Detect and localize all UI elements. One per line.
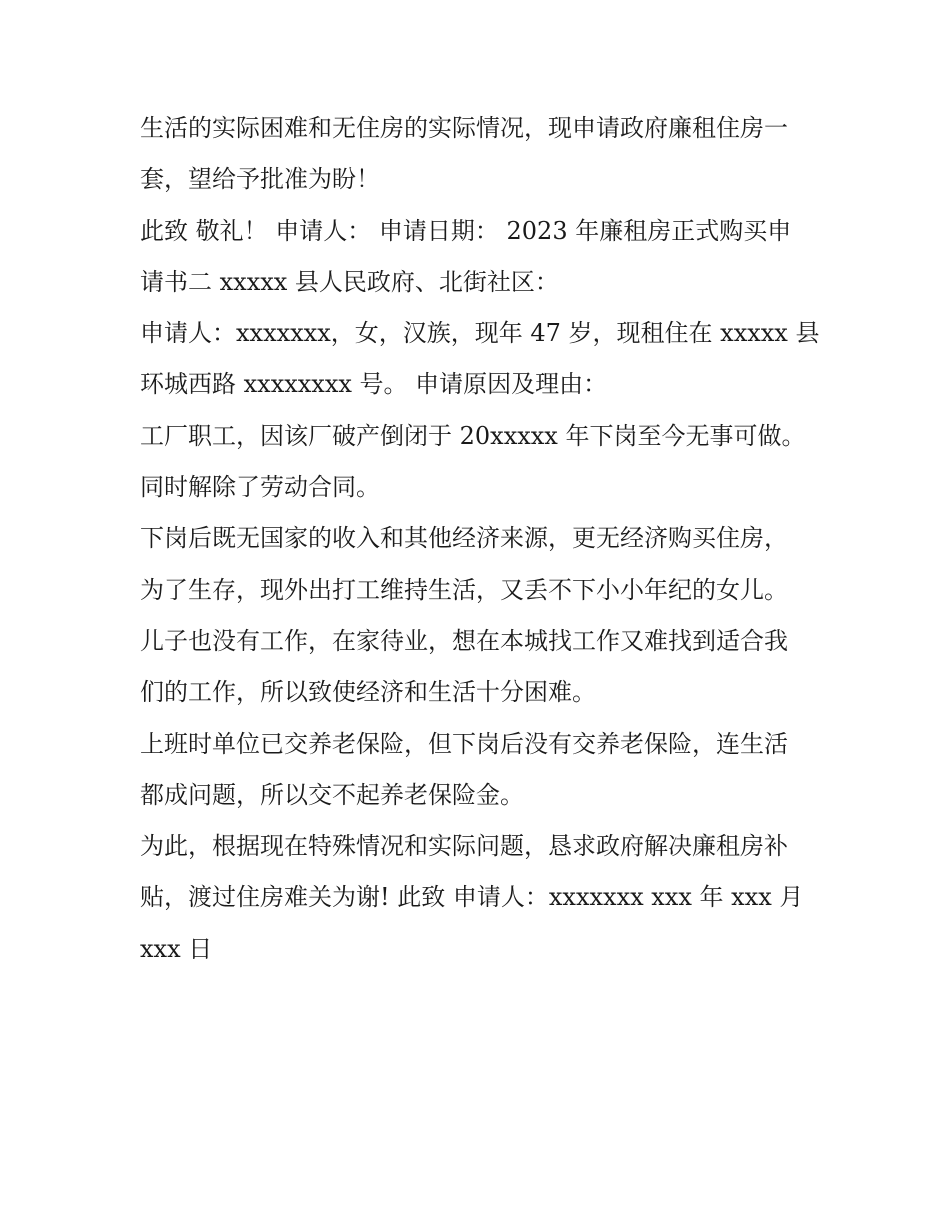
text-line: 为了生存，现外出打工维持生活，又丢不下小小年纪的女儿。 bbox=[140, 575, 788, 604]
text-line: 同时解除了劳动合同。 bbox=[140, 473, 380, 502]
text-line: 此致 敬礼！ 申请人： 申请日期： 2023 年廉租房正式购买申 bbox=[140, 216, 792, 245]
text-line: 生活的实际困难和无住房的实际情况，现申请政府廉租住房一 bbox=[140, 114, 788, 142]
text-line: 上班时单位已交养老保险，但下岗后没有交养老保险，连生活 bbox=[140, 729, 788, 758]
text-line: 们的工作，所以致使经济和生活十分困难。 bbox=[140, 678, 596, 707]
text-line: 贴，渡过住房难关为谢! 此致 申请人：xxxxxxx xxx 年 xxx 月 bbox=[140, 883, 804, 912]
document-body bbox=[140, 103, 820, 975]
text-line: xxx 日 bbox=[140, 934, 213, 963]
text-line: 下岗后既无国家的收入和其他经济来源，更无经济购买住房， bbox=[140, 524, 788, 553]
text-line: 都成问题，所以交不起养老保险金。 bbox=[140, 780, 524, 809]
text-line: 环城西路 xxxxxxxx 号。 申请原因及理由： bbox=[140, 370, 608, 399]
text-line: 请书二 xxxxx 县人民政府、北街社区： bbox=[140, 267, 559, 296]
text-line: 工厂职工，因该厂破产倒闭于 20xxxxx 年下岗至今无事可做。 bbox=[140, 421, 806, 450]
text-line: 为此，根据现在特殊情况和实际问题，恳求政府解决廉租房补 bbox=[140, 832, 788, 861]
text-line: 儿子也没有工作，在家待业，想在本城找工作又难找到适合我 bbox=[140, 626, 788, 655]
text-line: 套，望给予批准为盼！ bbox=[140, 165, 380, 194]
text-line: 申请人：xxxxxxx，女，汉族，现年 47 岁，现租住在 xxxxx 县 bbox=[140, 319, 820, 348]
